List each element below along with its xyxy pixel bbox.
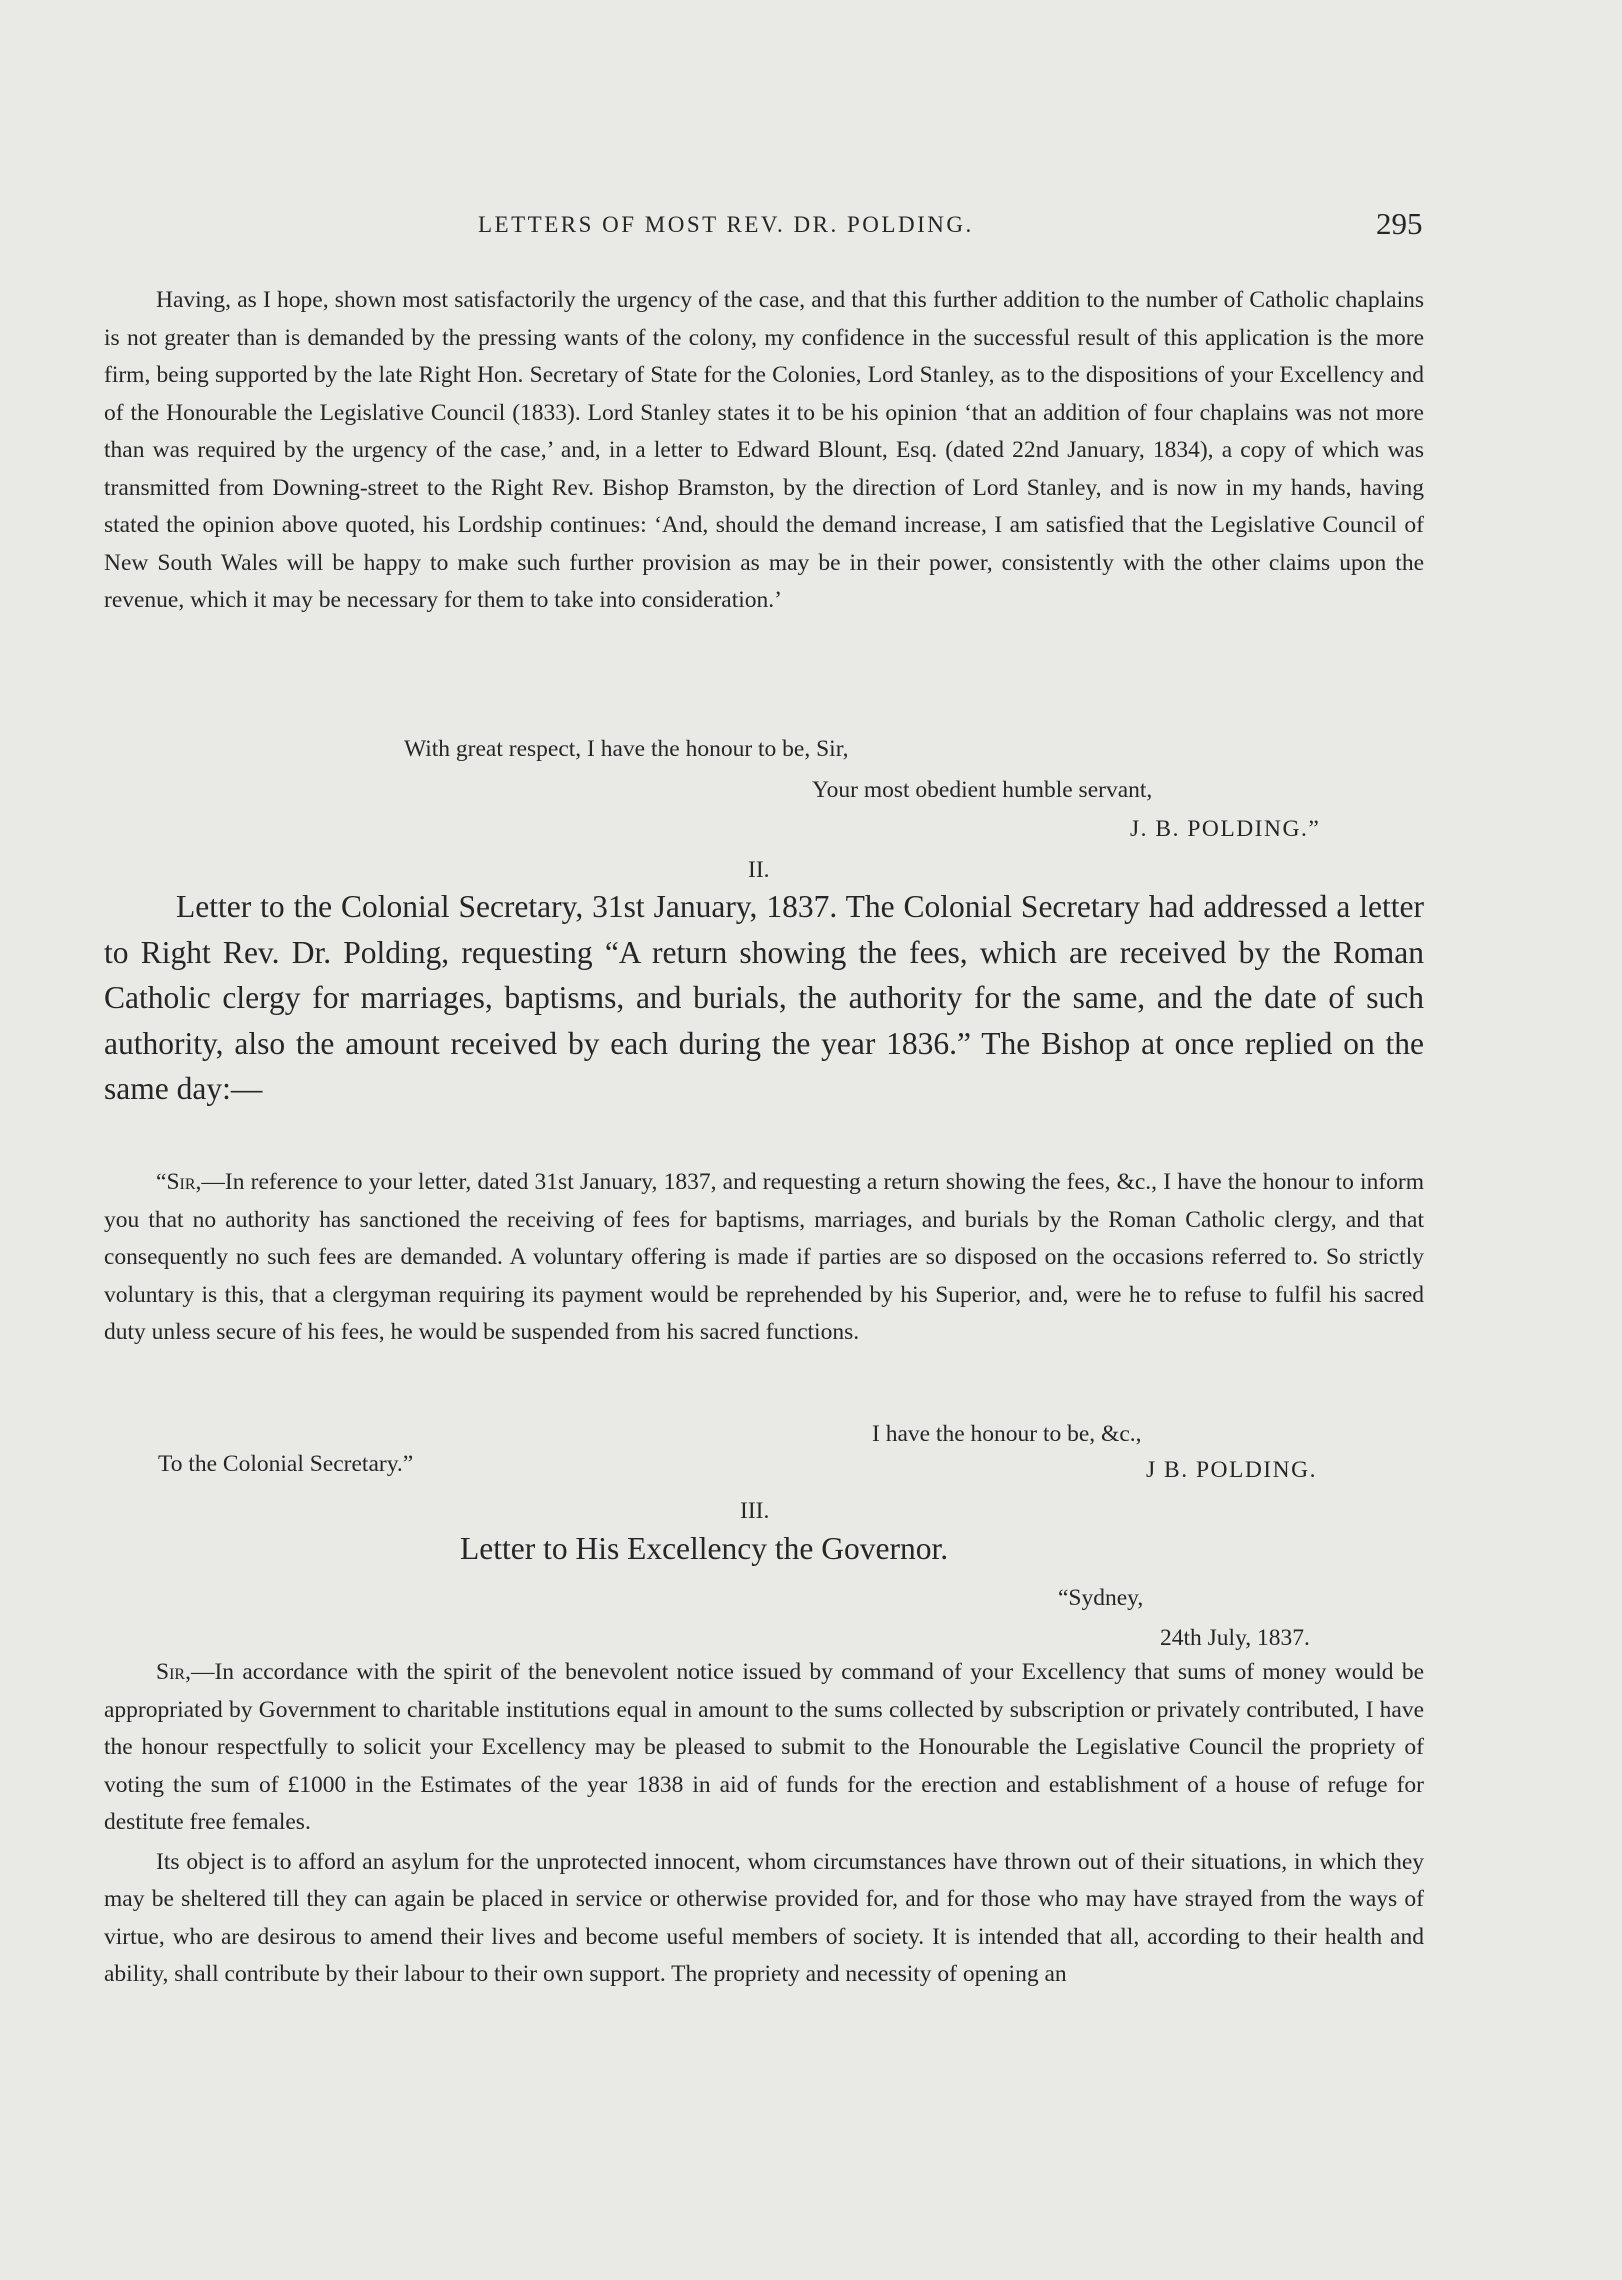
letter-2-text: —In reference to your letter, dated 31st January, 1837, and requesting a return showing the fees, &c., I have the honour to inform you that no authority has sanctioned the receiving of fees for baptisms, marriages, and burials by the Roman Catholic clergy, and that consequently no such fees are demanded. A voluntary offering is made if parties are so disposed on the occasions referred to. So strictly voluntary is this, that a clergyman requiring its payment would be reprehended by his Superior, and, were he to refuse to fulfil his sacred duty unless secure of his fees, he would be suspended from his sacred functions. [104,1169,1424,1345]
letter-2-open-quote: “ [156,1169,167,1195]
letter-2-body [104,1164,1424,1352]
letter-3-salutation: Sir, [156,1659,191,1685]
letter-2-closing: I have the honour to be, &c., [872,1421,1142,1447]
letter-3-date: 24th July, 1837. [1160,1625,1310,1651]
running-title: LETTERS OF MOST REV. DR. POLDING. [478,212,974,237]
letter-2-salutation: Sir, [166,1169,202,1195]
section-3-title: Letter to His Excellency the Governor. [460,1531,949,1566]
letter-3-paragraph-1 [104,1654,1424,1842]
letter-2-addressee: To the Colonial Secretary.” [158,1451,414,1477]
letter-2-signature: J B. POLDING. [1146,1457,1317,1483]
letter-3-text-1: —In accordance with the spirit of the benevolent notice issued by command of your Excellency that sums of money would be appropriated by Government to charitable institutions equal in amount to the sums collected by subscription or privately contributed, I have the honour respectfully to solicit your Excellency may be pleased to submit to the Honourable the Legislative Council the propriety of voting the sum of £1000 in the Estimates of the year 1838 in aid of funds for the erection and establishment of a house of refuge for destitute free females. [104,1659,1424,1835]
letter-2-paragraph [104,1164,1424,1352]
letter-1-body [104,282,1424,620]
letter-1-paragraph: Having, as I hope, shown most satisfactorily the urgency of the case, and that this further addition to the number of Catholic chaplains is not greater than is demanded by the pressing wants of the colony, my confidence in the successful result of this application is the more firm, being supported by the late Right Hon. Secretary of State for the Colonies, Lord Stanley, as to the dispositions of your Excellency and of the Honourable the Legislative Council (1833). Lord Stanley states it to be his opinion ‘that an addition of four chaplains was not more than was required by the urgency of the case,’ and, in a letter to Edward Blount, Esq. (dated 22nd January, 1834), a copy of which was transmitted from Downing-street to the Right Rev. Bishop Bramston, by the direction of Lord Stanley, and is now in my hands, having stated the opinion above quoted, his Lordship continues: ‘And, should the demand increase, I am satisfied that the Legislative Council of New South Wales will be happy to make such further provision as may be in their power, consistently with the other claims upon the revenue, which it may be necessary for them to take into consideration.’ [104,287,1424,613]
letter-1-closing-respect: With great respect, I have the honour to be, Sir, [404,736,849,762]
section-2-intro: Letter to the Colonial Secretary, 31st January, 1837. The Colonial Secretary had addressed a letter to Right Rev. Dr. Polding, requesting “A return showing the fees, which are received by the Roman Catholic clergy for marriages, baptisms, and burials, the authority for the same, and the date of such authority, also the amount received by each during the year 1836.” The Bishop at once replied on the same day:— [104,889,1424,1106]
letter-3-place: “Sydney, [1058,1585,1144,1611]
letter-3-body [104,1654,1424,1994]
letter-3-paragraph-2: Its object is to afford an asylum for the unprotected innocent, whom circumstances have thrown out of their situations, in which they may be sheltered till they can again be placed in service or otherwise provided for, and for those who may have strayed from the ways of virtue, who are desirous to amend their lives and become useful members of society. It is intended that all, according to their health and ability, shall contribute by their labour to their own support. The propriety and necessity of opening an [104,1848,1424,1987]
letter-1-signature: J. B. POLDING.” [1130,816,1321,842]
running-header [0,206,1622,252]
section-3-numeral: III. [740,1498,770,1524]
page-number: 295 [1376,206,1423,241]
letter-1-closing-servant: Your most obedient humble servant, [812,777,1153,803]
section-2-intro-block [104,884,1424,1112]
section-2-numeral: II. [748,857,770,883]
